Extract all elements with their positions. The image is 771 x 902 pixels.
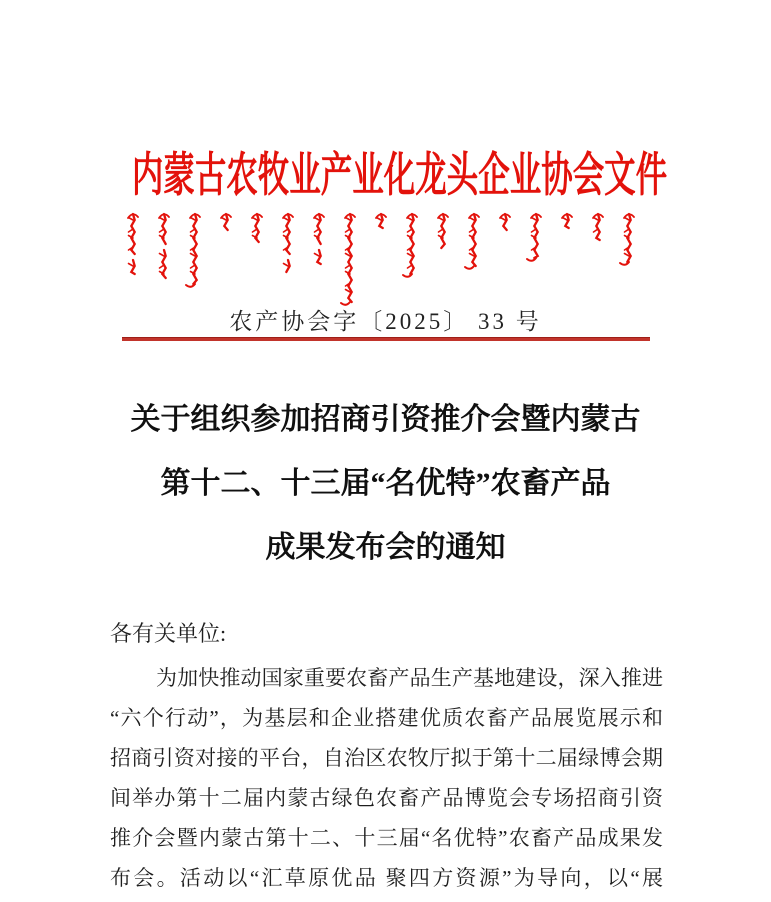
red-divider-line: [122, 337, 650, 341]
body-line: 布会。活动以“汇草原优品 聚四方资源”为导向，以“展: [110, 866, 663, 890]
document-title-line-1: 关于组织参加招商引资推介会暨内蒙古: [130, 403, 641, 436]
document-number: 农产协会字〔2025〕 33 号: [229, 309, 542, 334]
mongolian-script-icon: [121, 211, 651, 307]
document-title: [0, 388, 771, 580]
body-line: 招商引资对接的平台，自治区农牧厅拟于第十二届绿博会期: [110, 746, 663, 770]
body-line: 为加快推动国家重要农畜产品生产基地建设，深入推进: [156, 666, 663, 690]
letterhead-title: [0, 148, 771, 204]
document-title-line-3: 成果发布会的通知: [265, 531, 506, 564]
body-line: 推介会暨内蒙古第十二、十三届“名优特”农畜产品成果发: [110, 826, 663, 850]
body-line: 间举办第十二届内蒙古绿色农畜产品博览会专场招商引资: [110, 786, 663, 810]
body-line: “六个行动”，为基层和企业搭建优质农畜产品展览展示和: [110, 706, 663, 730]
letterhead-title-text: 内蒙古农牧业产业化龙头企业协会文件: [131, 150, 668, 202]
document-title-line-2: 第十二、十三届“名优特”农畜产品: [160, 467, 611, 500]
body-paragraph: [110, 658, 663, 898]
salutation: 各有关单位:: [110, 621, 227, 646]
